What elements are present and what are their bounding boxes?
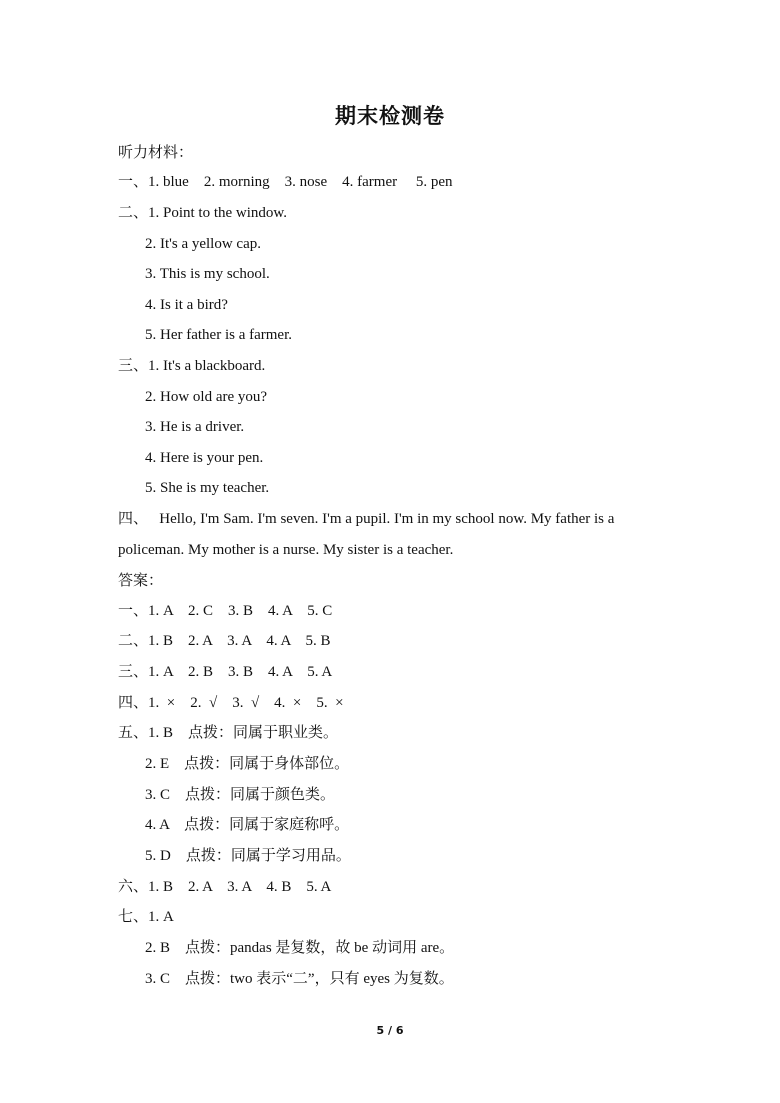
page-number: 5 / 6: [376, 1024, 404, 1037]
answers-section-6: 六、1. B 2. A 3. A 4. B 5. A: [118, 879, 332, 895]
listening-section-2-item: 2. It's a yellow cap.: [145, 236, 262, 252]
answers-section-5-item: 3. C 点拨：同属于颜色类。: [145, 787, 336, 803]
listening-section-3-item: 三、1. It's a blackboard.: [118, 358, 266, 374]
listening-section-3-item: 5. She is my teacher.: [145, 480, 270, 496]
listening-section-4-line: 四、 Hello, I'm Sam. I'm seven. I'm a pupil. I'm in my school now. My father is a: [118, 511, 615, 527]
answers-section-2: 二、1. B 2. A 3. A 4. A 5. B: [118, 633, 331, 649]
listening-section-4-line: policeman. My mother is a nurse. My sister is a teacher.: [118, 542, 454, 558]
listening-section-3-item: 4. Here is your pen.: [145, 450, 264, 466]
answers-section-4: 四、1. × 2. √ 3. √ 4. × 5. ×: [118, 695, 344, 711]
listening-section-2-item: 5. Her father is a farmer.: [145, 327, 293, 343]
listening-section-2-item: 3. This is my school.: [145, 266, 270, 282]
answers-section-3: 三、1. A 2. B 3. B 4. A 5. A: [118, 664, 333, 680]
answers-heading: 答案：: [118, 571, 164, 589]
answers-section-5-item: 4. A 点拨：同属于家庭称呼。: [145, 817, 350, 833]
listening-section-1: 一、1. blue 2. morning 3. nose 4. farmer 5. pen: [118, 174, 453, 190]
listening-heading: 听力材料：: [118, 143, 194, 161]
answers-section-1: 一、1. A 2. C 3. B 4. A 5. C: [118, 603, 333, 619]
page-title: 期末检测卷: [335, 104, 445, 128]
answers-section-5-item: 五、1. B 点拨：同属于职业类。: [118, 725, 339, 741]
answers-section-5-item: 2. E 点拨：同属于身体部位。: [145, 756, 350, 772]
listening-section-3-item: 3. He is a driver.: [145, 419, 245, 435]
answers-section-7-item: 七、1. A: [118, 909, 174, 925]
listening-section-2-item: 二、1. Point to the window.: [118, 205, 288, 221]
listening-section-2-item: 4. Is it a bird?: [145, 297, 228, 313]
answers-section-5-item: 5. D 点拨：同属于学习用品。: [145, 848, 351, 864]
answers-section-7-item: 3. C 点拨：two 表示“二”，只有 eyes 为复数。: [145, 971, 454, 987]
listening-section-3-item: 2. How old are you?: [145, 389, 268, 405]
answers-section-7-item: 2. B 点拨：pandas 是复数，故 be 动词用 are。: [145, 940, 455, 956]
